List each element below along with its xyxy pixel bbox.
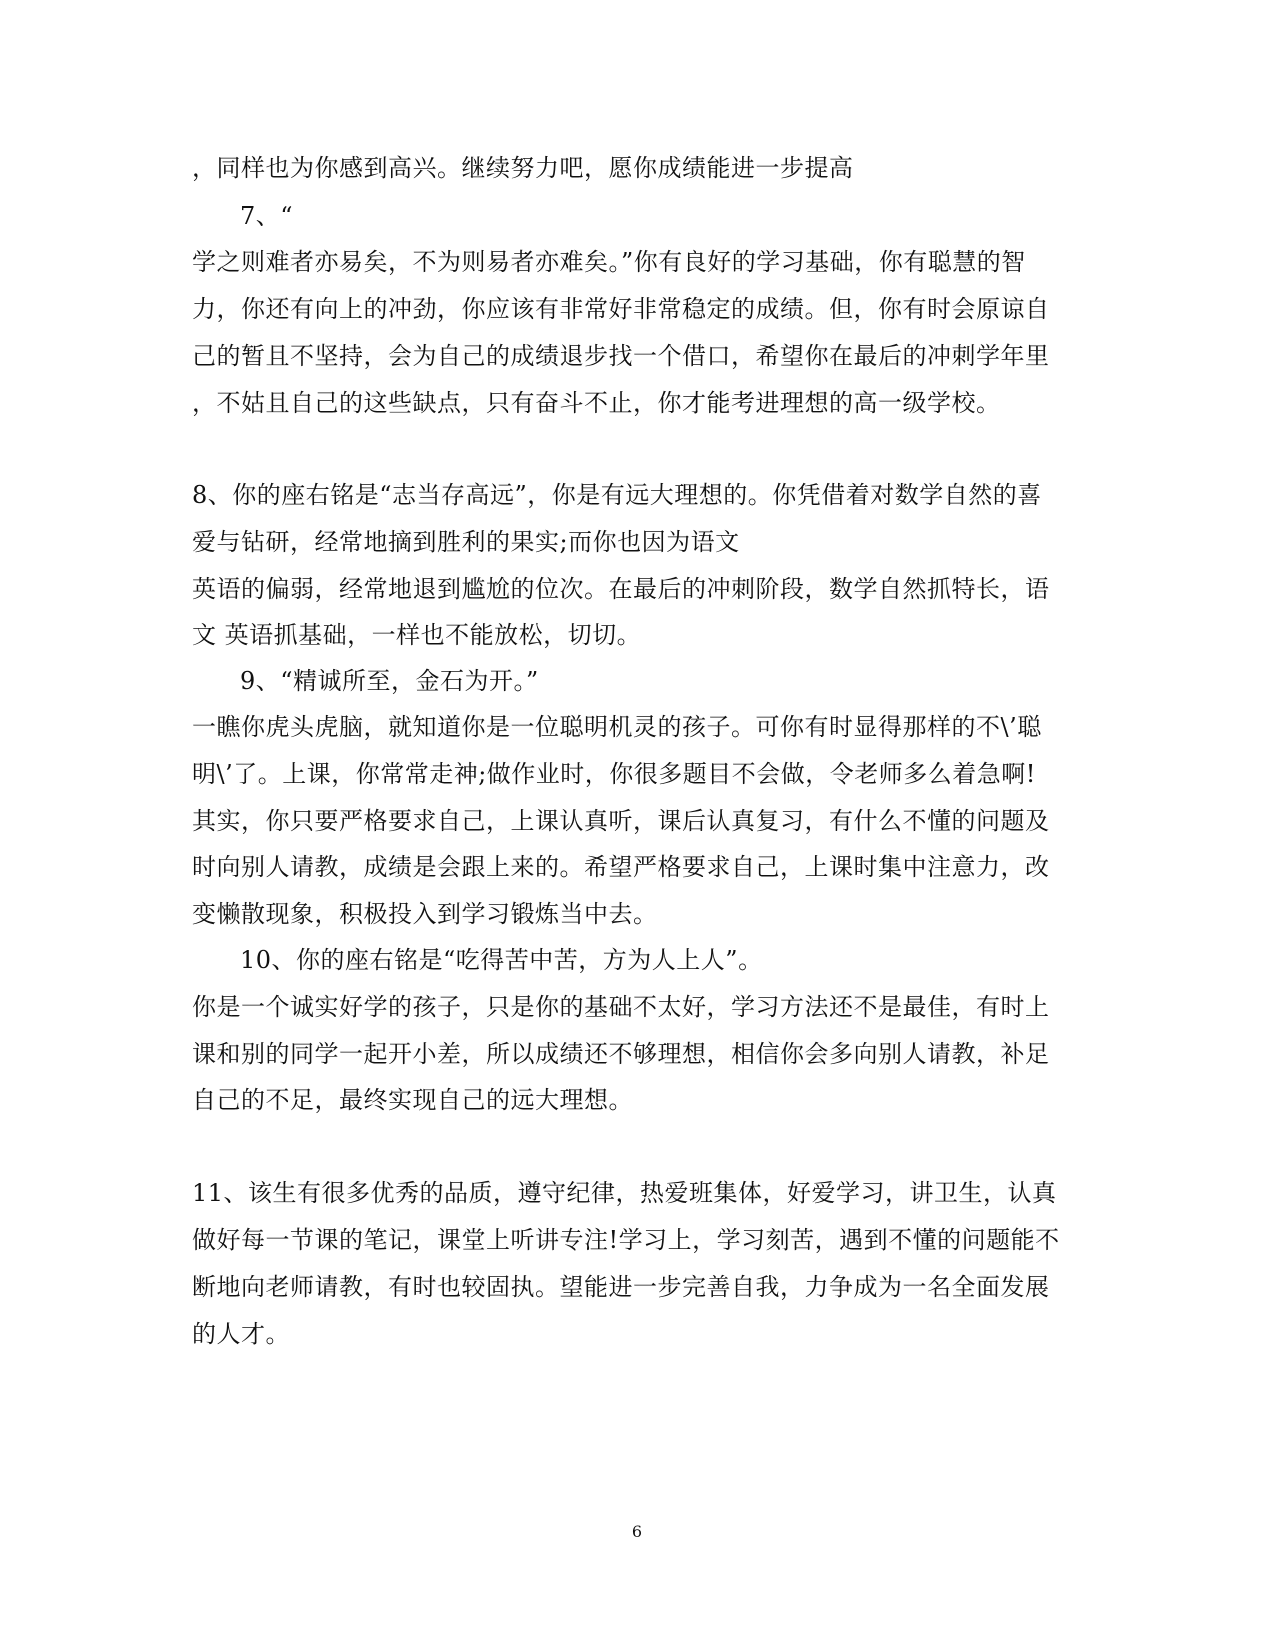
item-heading: 7、“ bbox=[240, 202, 294, 230]
text-line: 明\’了。上课，你常常走神;做作业时，你很多题目不会做，令老师多么着急啊! bbox=[192, 760, 1036, 788]
text-line: 做好每一节课的笔记，课堂上听讲专注!学习上，学习刻苦，遇到不懂的问题能不 bbox=[192, 1226, 1060, 1254]
text-line: 自己的不足，最终实现自己的远大理想。 bbox=[192, 1086, 633, 1114]
text-line: 课和别的同学一起开小差，所以成绩还不够理想，相信你会多向别人请教，补足 bbox=[192, 1040, 1050, 1068]
text-line: 变懒散现象，积极投入到学习锻炼当中去。 bbox=[192, 900, 658, 928]
text-line: 己的暂且不坚持，会为自己的成绩退步找一个借口，希望你在最后的冲刺学年里 bbox=[192, 342, 1050, 370]
text-line: 其实，你只要严格要求自己，上课认真听，课后认真复习，有什么不懂的问题及 bbox=[192, 807, 1050, 835]
item-heading: 8、你的座右铭是“志当存高远”，你是有远大理想的。你凭借着对数学自然的喜 bbox=[192, 481, 1042, 509]
item-heading: 10、你的座右铭是“吃得苦中苦，方为人上人”。 bbox=[240, 946, 763, 974]
text-line: ，不姑且自己的这些缺点，只有奋斗不止，你才能考进理想的高一级学校。 bbox=[192, 389, 1001, 417]
text-line: 的人才。 bbox=[192, 1320, 290, 1348]
text-line: 时向别人请教，成绩是会跟上来的。希望严格要求自己，上课时集中注意力，改 bbox=[192, 853, 1050, 881]
text-line: 力，你还有向上的冲劲，你应该有非常好非常稳定的成绩。但，你有时会原谅自 bbox=[192, 295, 1050, 323]
text-line: 英语的偏弱，经常地退到尴尬的位次。在最后的冲刺阶段，数学自然抓特长，语 bbox=[192, 575, 1050, 603]
text-line: ，同样也为你感到高兴。继续努力吧，愿你成绩能进一步提高 bbox=[192, 154, 854, 182]
text-line: 你是一个诚实好学的孩子，只是你的基础不太好，学习方法还不是最佳，有时上 bbox=[192, 993, 1050, 1021]
text-line: 一瞧你虎头虎脑，就知道你是一位聪明机灵的孩子。可你有时显得那样的不\’聪 bbox=[192, 713, 1042, 741]
text-line: 文 英语抓基础，一样也不能放松，切切。 bbox=[192, 621, 642, 649]
page-number: 6 bbox=[631, 1522, 643, 1541]
text-line: 断地向老师请教，有时也较固执。望能进一步完善自我，力争成为一名全面发展 bbox=[192, 1273, 1050, 1301]
text-line: 学之则难者亦易矣，不为则易者亦难矣。”你有良好的学习基础，你有聪慧的智 bbox=[192, 248, 1026, 276]
item-heading: 9、“精诚所至，金石为开。” bbox=[240, 667, 539, 695]
text-line: 爱与钻研，经常地摘到胜利的果实;而你也因为语文 bbox=[192, 528, 740, 556]
item-heading: 11、该生有很多优秀的品质，遵守纪律，热爱班集体，好爱学习，讲卫生，认真 bbox=[192, 1179, 1057, 1207]
